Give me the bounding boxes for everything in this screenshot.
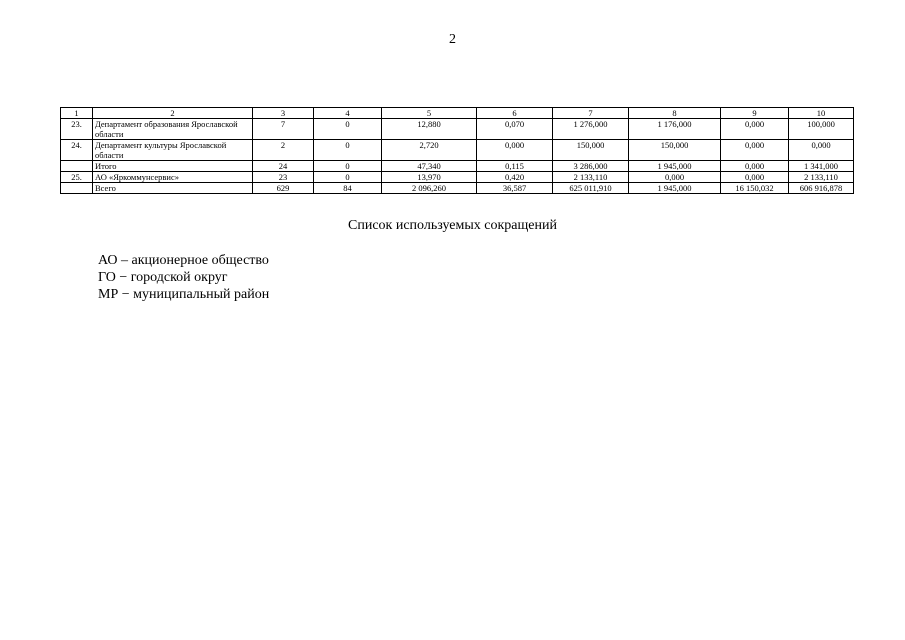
table-cell: 150,000 [629, 140, 721, 161]
table-row [61, 161, 854, 172]
table-cell: 629 [253, 183, 314, 194]
table-cell: 13,970 [382, 172, 477, 183]
table-cell: 2,720 [382, 140, 477, 161]
table-cell: 0,070 [477, 119, 553, 140]
data-table [60, 107, 854, 194]
table-cell: 1 176,000 [629, 119, 721, 140]
table-cell: 2 [253, 140, 314, 161]
abbreviations-title: Список используемых сокращений [348, 218, 557, 233]
table-row [61, 119, 854, 140]
table-cell: 23 [253, 172, 314, 183]
table-cell: Департамент культуры Ярославской области [93, 140, 253, 161]
table-cell: 12,880 [382, 119, 477, 140]
table-cell: 2 133,110 [789, 172, 854, 183]
table-cell: 100,000 [789, 119, 854, 140]
table-cell: 2 096,260 [382, 183, 477, 194]
table-cell: 16 150,032 [721, 183, 789, 194]
table-cell: Департамент образования Ярославской области [93, 119, 253, 140]
page-number: 2 [449, 32, 456, 47]
table-cell: 0,000 [629, 172, 721, 183]
table-cell: 0 [314, 161, 382, 172]
table-cell: Итого [93, 161, 253, 172]
table-row [61, 183, 854, 194]
table-cell: 625 011,910 [553, 183, 629, 194]
column-header: 8 [629, 108, 721, 119]
table-cell: 0 [314, 119, 382, 140]
table-cell: 0,000 [721, 161, 789, 172]
table-cell: 0 [314, 140, 382, 161]
table-cell: 47,340 [382, 161, 477, 172]
table-cell: 0,420 [477, 172, 553, 183]
table-cell: 7 [253, 119, 314, 140]
table-cell: 24. [61, 140, 93, 161]
column-header: 4 [314, 108, 382, 119]
table-cell: 0,000 [477, 140, 553, 161]
table-cell: 0 [314, 172, 382, 183]
table-cell: 0,000 [789, 140, 854, 161]
table-cell: 24 [253, 161, 314, 172]
column-header: 1 [61, 108, 93, 119]
column-header: 2 [93, 108, 253, 119]
column-header: 9 [721, 108, 789, 119]
table-cell: 23. [61, 119, 93, 140]
column-header: 3 [253, 108, 314, 119]
table-cell: 1 341,000 [789, 161, 854, 172]
table-cell [61, 183, 93, 194]
table-cell: 606 916,878 [789, 183, 854, 194]
table-cell: 0,000 [721, 172, 789, 183]
table-cell: 84 [314, 183, 382, 194]
table-cell: Всего [93, 183, 253, 194]
abbreviation-item: АО – акционерное общество [98, 253, 269, 268]
table-cell: 3 286,000 [553, 161, 629, 172]
table-cell: 36,587 [477, 183, 553, 194]
table-cell: АО «Яркоммунсервис» [93, 172, 253, 183]
column-header: 6 [477, 108, 553, 119]
table-header-row [61, 108, 854, 119]
table-cell: 1 945,000 [629, 161, 721, 172]
column-header: 5 [382, 108, 477, 119]
table-cell: 0,000 [721, 119, 789, 140]
table-row [61, 140, 854, 161]
table-cell: 0,115 [477, 161, 553, 172]
table-cell [61, 161, 93, 172]
table-cell: 150,000 [553, 140, 629, 161]
table-cell: 1 945,000 [629, 183, 721, 194]
abbreviation-item: МР − муниципальный район [98, 287, 270, 302]
table-row [61, 172, 854, 183]
column-header: 10 [789, 108, 854, 119]
abbreviation-item: ГО − городской округ [98, 270, 228, 285]
table-cell: 0,000 [721, 140, 789, 161]
table-cell: 1 276,000 [553, 119, 629, 140]
abbreviations-list [98, 252, 269, 303]
column-header: 7 [553, 108, 629, 119]
table-cell: 25. [61, 172, 93, 183]
table-cell: 2 133,110 [553, 172, 629, 183]
